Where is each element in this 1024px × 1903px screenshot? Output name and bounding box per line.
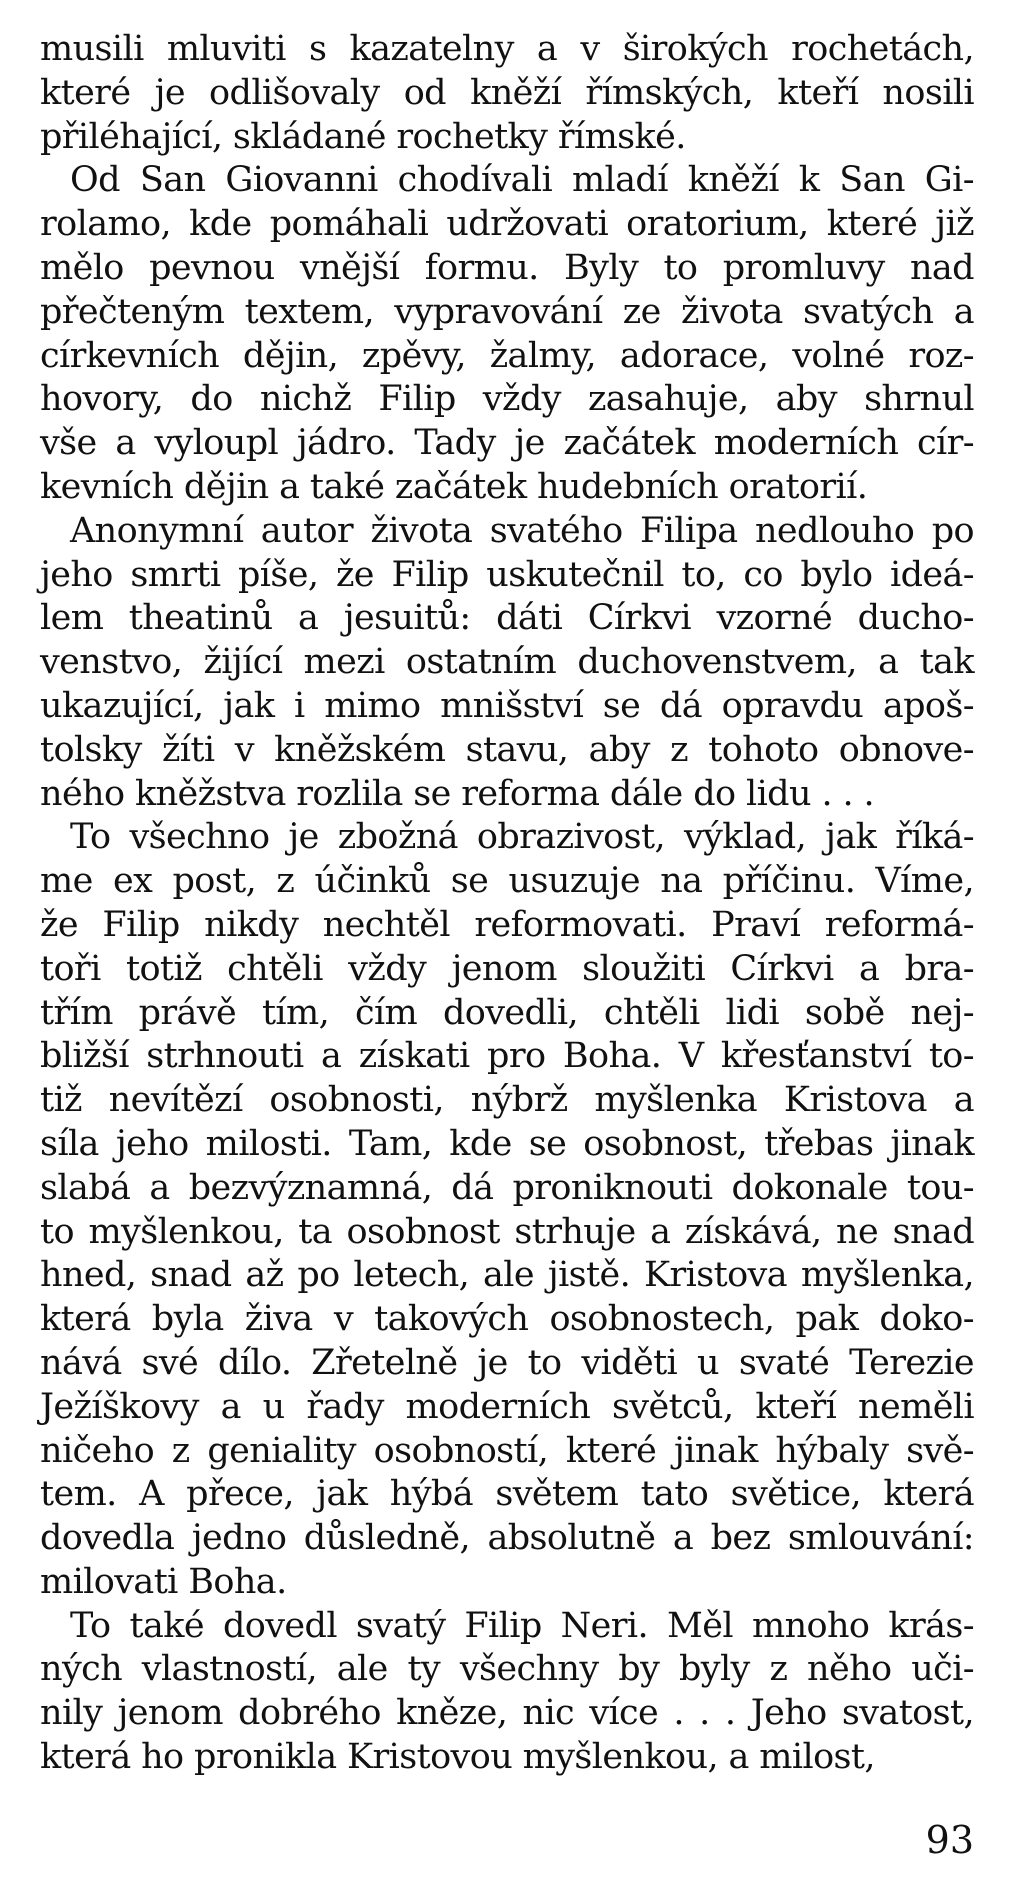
paragraph: [40, 28, 974, 159]
text-line: církevních dějin, zpěvy, žalmy, adorace, volné roz-: [40, 335, 974, 376]
text-line: síla jeho milosti. Tam, kde se osobnost, třebas jinak: [40, 1123, 974, 1164]
text-line: dovedla jedno důsledně, absolutně a bez smlouvání:: [40, 1518, 974, 1559]
text-line: Od San Giovanni chodívali mladí kněží k San Gi-: [70, 160, 974, 201]
text-line: To všechno je zbožná obrazivost, výklad, jak říká-: [70, 817, 974, 858]
text-line: ných vlastností, ale ty všechny by byly z něho uči-: [40, 1649, 974, 1690]
text-line: jeho smrti píše, že Filip uskutečnil to, co bylo ideá-: [40, 554, 974, 595]
book-page-text: [40, 28, 974, 1780]
text-line: musili mluviti s kazatelny a v širokých rochetách,: [40, 29, 974, 69]
text-line: nává své dílo. Zřetelně je to viděti u svaté Terezie: [40, 1342, 974, 1383]
text-line: tolsky žíti v kněžském stavu, aby z tohoto obnove-: [40, 729, 974, 770]
text-line: nily jenom dobrého kněze, nic více . . . Jeho svatost,: [40, 1693, 974, 1734]
paragraph: [40, 816, 974, 1604]
text-line: lem theatinů a jesuitů: dáti Církvi vzorné ducho-: [40, 598, 974, 639]
text-line: třím právě tím, čím dovedli, chtěli lidi sobě nej-: [40, 992, 974, 1033]
text-line: Ježíškovy a u řady moderních světců, kteří neměli: [40, 1386, 974, 1427]
paragraph: [40, 510, 974, 817]
text-line: bližší strhnouti a získati pro Boha. V křesťanství to-: [40, 1036, 974, 1077]
text-line: to myšlenkou, ta osobnost strhuje a získává, ne snad: [40, 1211, 974, 1252]
text-line: Anonymní autor života svatého Filipa nedlouho po: [70, 510, 974, 551]
text-line: tem. A přece, jak hýbá světem tato světice, která: [40, 1474, 974, 1515]
text-line: přiléhající, skládané rochetky římské.: [40, 116, 686, 157]
paragraph: [40, 1605, 974, 1780]
text-line: venstvo, žijící mezi ostatním duchovenstvem, a tak: [40, 642, 974, 683]
page-number: 93: [925, 1818, 974, 1862]
text-line: která ho pronikla Kristovou myšlenkou, a milost,: [40, 1737, 875, 1778]
text-line: která byla živa v takových osobnostech, pak doko-: [40, 1299, 974, 1340]
text-line: slabá a bezvýznamná, dá proniknouti dokonale tou-: [40, 1167, 974, 1208]
text-line: vše a vyloupl jádro. Tady je začátek moderních cír-: [40, 423, 974, 464]
text-line: To také dovedl svatý Filip Neri. Měl mnoho krás-: [70, 1605, 974, 1646]
text-line: ného kněžstva rozlila se reforma dále do lidu . . .: [40, 773, 875, 814]
text-line: me ex post, z účinků se usuzuje na příčinu. Víme,: [40, 861, 974, 902]
text-line: milovati Boha.: [40, 1561, 287, 1602]
text-line: ukazující, jak i mimo mnišství se dá opravdu apoš-: [40, 685, 974, 726]
paragraph: [40, 159, 974, 509]
text-line: tiž nevítězí osobnosti, nýbrž myšlenka Kristova a: [40, 1080, 974, 1121]
text-line: toři totiž chtěli vždy jenom sloužiti Církvi a bra-: [40, 948, 974, 989]
text-line: že Filip nikdy nechtěl reformovati. Praví reformá-: [40, 904, 974, 945]
text-line: mělo pevnou vnější formu. Byly to promluvy nad: [40, 247, 974, 288]
text-line: rolamo, kde pomáhali udržovati oratorium, které již: [40, 204, 974, 245]
text-line: hned, snad až po letech, ale jistě. Kristova myšlenka,: [40, 1255, 974, 1296]
text-line: kevních dějin a také začátek hudebních oratorií.: [40, 466, 868, 507]
text-line: hovory, do nichž Filip vždy zasahuje, aby shrnul: [40, 379, 974, 420]
text-line: přečteným textem, vypravování ze života svatých a: [40, 291, 974, 332]
text-line: které je odlišovaly od kněží římských, kteří nosili: [40, 72, 974, 113]
text-line: ničeho z geniality osobností, které jinak hýbaly svě-: [40, 1430, 974, 1471]
